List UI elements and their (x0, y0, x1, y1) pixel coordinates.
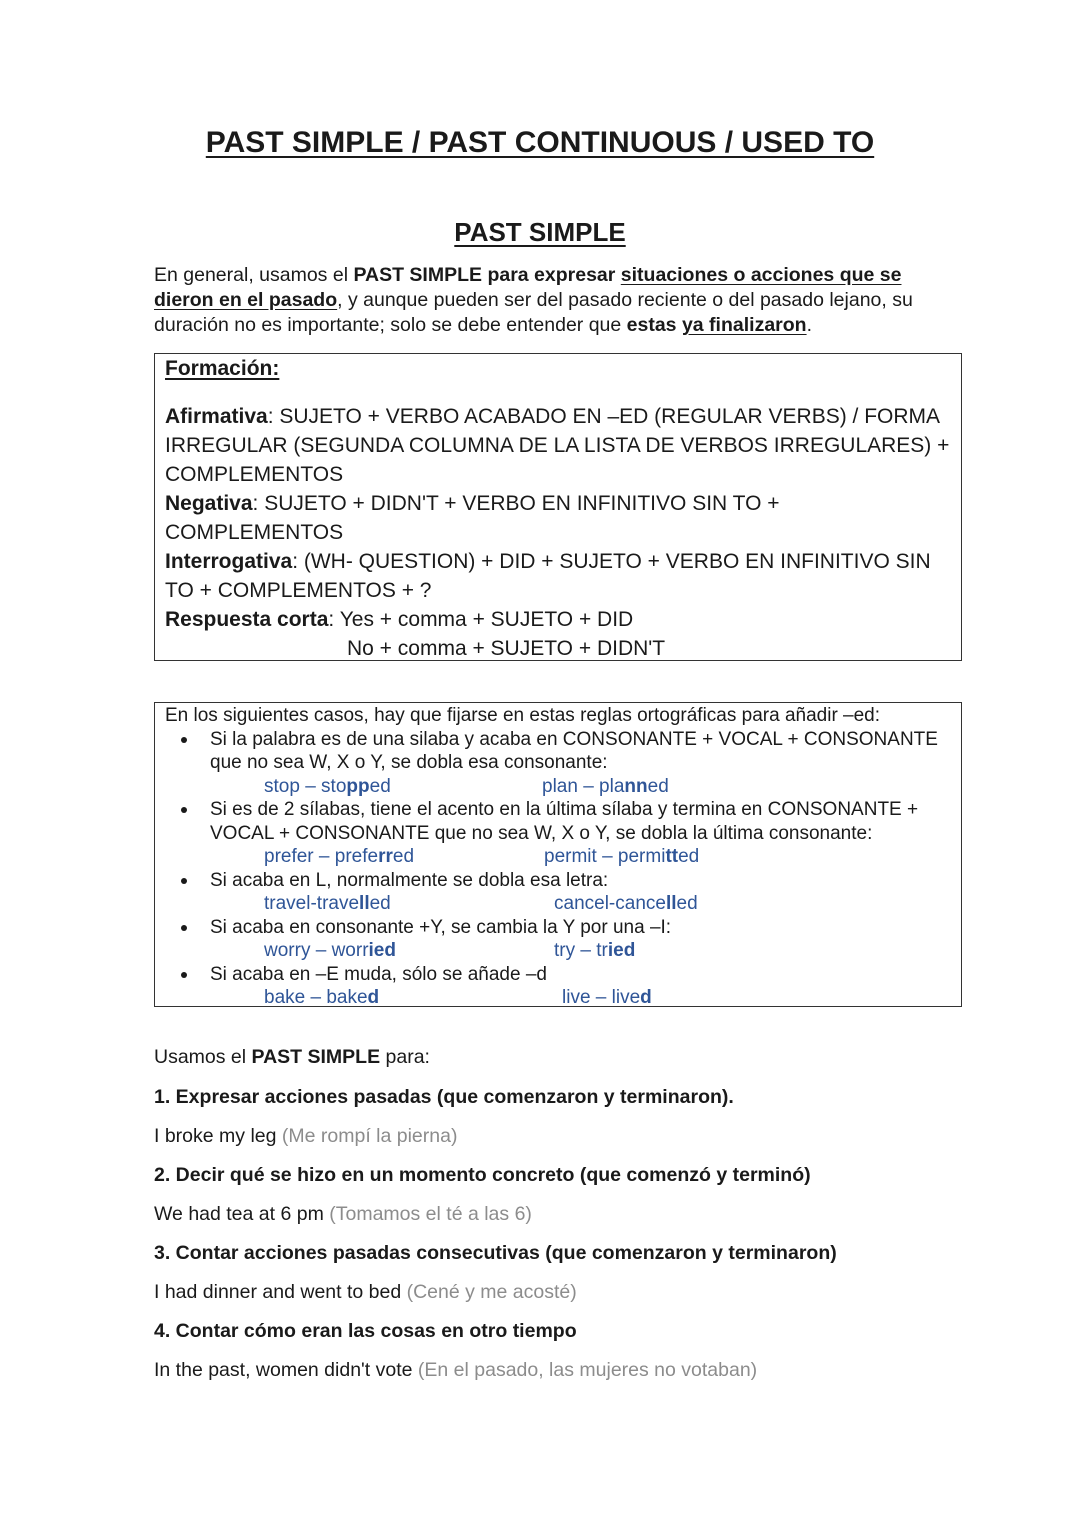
example-sep: – (577, 775, 600, 797)
short-answer-yes: : Yes + comma + SUJETO + DID (328, 608, 634, 631)
rule-text: Si acaba en consonante +Y, se cambia la Y por una –I: (210, 916, 672, 938)
example-left (264, 939, 396, 963)
negative-text: : SUJETO + DIDN'T + VERBO EN INFINITIVO SIN TO + COMPLEMENTOS (165, 492, 780, 544)
short-answer-label: Respuesta corta (165, 608, 329, 631)
rule-text: Si acaba en L, normalmente se dobla esa letra: (210, 869, 609, 891)
example-left (264, 986, 379, 1010)
uses-intro-text: Usamos el (154, 1046, 252, 1068)
example-bold: d (640, 987, 652, 1008)
example-stem: cance (615, 893, 666, 914)
example-base: bake (264, 987, 306, 1008)
formation-box (154, 353, 962, 661)
interrogative-label: Interrogativa (165, 550, 293, 573)
rule-text-row (165, 798, 951, 845)
rule-item (165, 869, 951, 916)
example-end: ed (678, 846, 700, 867)
interrogative-rule (165, 547, 951, 605)
uses-intro (154, 1045, 944, 1070)
spelling-rules-box (154, 702, 962, 1007)
use-example (154, 1358, 944, 1383)
bullet-icon (181, 925, 187, 931)
example-sentence: We had tea at 6 pm (154, 1203, 324, 1225)
rule-text-row (165, 963, 951, 987)
example-base: prefer (264, 846, 314, 867)
rules-list (165, 728, 951, 1010)
short-answer-rule (165, 605, 951, 634)
example-bold: ll (665, 893, 677, 914)
short-answer-no: No + comma + SUJETO + DIDN'T (347, 637, 666, 660)
rule-item (165, 728, 951, 799)
example-stem: bake (326, 987, 368, 1008)
example-right (544, 845, 699, 869)
rule-examples (165, 892, 951, 916)
use-heading: 3. Contar acciones pasadas consecutivas (que comenzaron y terminaron) (154, 1242, 837, 1264)
example-stem: trave (316, 893, 360, 914)
rule-item (165, 916, 951, 963)
negative-rule (165, 489, 951, 547)
uses-intro-bold: PAST SIMPLE (251, 1046, 381, 1068)
example-left (264, 775, 391, 799)
rule-examples (165, 775, 951, 799)
affirmative-rule (165, 402, 951, 489)
example-sentence: In the past, women didn't vote (154, 1359, 413, 1381)
rule-text: Si acaba en –E muda, sólo se añade –d (210, 963, 547, 985)
section-title-past-simple: PAST SIMPLE (454, 217, 626, 247)
example-base: permit (544, 846, 597, 867)
example-sep: – (575, 940, 597, 961)
example-bold: pp (346, 775, 370, 797)
affirmative-text: : SUJETO + VERBO ACABADO EN –ED (REGULAR VERBS) / FORMA IRREGULAR (SEGUNDA COLUMNA DE LA LISTA DE VERBOS IRREGULARES) + COMPLEMENTOS (165, 405, 950, 486)
example-translation: (Cené y me acosté) (406, 1281, 577, 1303)
intro-text-2: PAST SIMPLE para expresar (353, 264, 621, 286)
rule-item (165, 963, 951, 1010)
example-translation: (Tomamos el té a las 6) (329, 1203, 532, 1225)
use-example (154, 1124, 944, 1149)
example-sep: – (313, 846, 335, 867)
rule-item (165, 798, 951, 869)
intro-text-1: En general, usamos el (154, 264, 354, 286)
example-end: ed (647, 775, 669, 797)
rule-examples (165, 939, 951, 963)
example-left (264, 892, 391, 916)
intro-text-6: ya finalizaron (681, 314, 807, 336)
example-stem: permi (617, 846, 666, 867)
example-sep: – (305, 987, 327, 1008)
example-translation: (En el pasado, las mujeres no votaban) (417, 1359, 758, 1381)
main-title: PAST SIMPLE / PAST CONTINUOUS / USED TO (205, 126, 875, 159)
example-translation: (Me rompí la pierna) (281, 1125, 458, 1147)
intro-text-4: , y aunque pueden ser del pasado reciente o del pasado lejano, su duración no es importante; solo se debe entender que (154, 289, 913, 336)
example-right (554, 892, 698, 916)
bullet-icon (181, 972, 187, 978)
example-right (562, 986, 652, 1010)
example-end: ed (369, 775, 391, 797)
bullet-icon (181, 807, 187, 813)
rule-text-row (165, 869, 951, 893)
rule-text: Si la palabra es de una silaba y acaba en CONSONANTE + VOCAL + CONSONANTE que no sea W, X o Y, se dobla esa consonante: (210, 728, 938, 773)
example-right (542, 775, 669, 799)
example-sentence: I broke my leg (154, 1125, 277, 1147)
example-base: live (562, 987, 591, 1008)
example-base: travel (264, 893, 311, 914)
example-stem: worr (331, 940, 369, 961)
example-bold: rr (378, 846, 393, 867)
example-stem: pla (599, 775, 625, 797)
intro-text-7: . (806, 314, 812, 336)
formation-title: Formación: (165, 357, 280, 380)
example-stem: sto (321, 775, 347, 797)
uses-intro-end: para: (380, 1046, 430, 1068)
rule-text-row (165, 728, 951, 775)
rule-examples (165, 845, 951, 869)
use-heading: 4. Contar cómo eran las cosas en otro tiempo (154, 1320, 577, 1342)
affirmative-label: Afirmativa (165, 405, 268, 428)
rule-text-row (165, 916, 951, 940)
example-bold: ll (359, 893, 370, 914)
example-sep: – (590, 987, 612, 1008)
uses-section (154, 1045, 944, 1397)
example-sep: – (310, 940, 332, 961)
example-base: worry (264, 940, 311, 961)
example-end: ed (676, 893, 698, 914)
negative-label: Negativa (165, 492, 253, 515)
example-stem: prefe (334, 846, 379, 867)
intro-text-3: situaciones o acciones que se dieron en el pasado (154, 264, 902, 311)
example-stem: live (611, 987, 641, 1008)
example-bold: nn (624, 775, 648, 797)
example-sep: – (299, 775, 322, 797)
bullet-icon (181, 878, 187, 884)
rule-examples (165, 986, 951, 1010)
interrogative-text: : (WH- QUESTION) + DID + SUJETO + VERBO EN INFINITIVO SIN TO + COMPLEMENTOS + ? (165, 550, 931, 602)
example-sep: – (596, 846, 618, 867)
example-bold: ied (607, 940, 636, 961)
example-sep: - (608, 893, 616, 914)
example-stem: tr (596, 940, 608, 961)
example-bold: d (367, 987, 380, 1008)
example-right (554, 939, 635, 963)
rules-intro: En los siguientes casos, hay que fijarse en estas reglas ortográficas para añadir –ed: (165, 705, 881, 726)
example-base: plan (542, 775, 578, 797)
example-sentence: I had dinner and went to bed (154, 1281, 402, 1303)
intro-text-5: estas (626, 314, 682, 336)
intro-paragraph (154, 263, 944, 338)
example-base: try (554, 940, 576, 961)
use-heading: 1. Expresar acciones pasadas (que comenzaron y terminaron). (154, 1086, 734, 1108)
example-end: ed (369, 893, 391, 914)
bullet-icon (181, 737, 187, 743)
example-bold: ied (368, 940, 396, 961)
use-heading: 2. Decir qué se hizo en un momento concreto (que comenzó y terminó) (154, 1164, 811, 1186)
example-base: cancel (554, 893, 609, 914)
example-base: stop (264, 775, 300, 797)
example-sep: - (310, 893, 317, 914)
rule-text: Si es de 2 sílabas, tiene el acento en la última sílaba y termina en CONSONANTE + VOCAL + CONSONANTE que no sea W, X o Y, se dobla la última consonante: (210, 799, 919, 844)
example-bold: tt (665, 846, 679, 867)
example-end: ed (392, 846, 415, 867)
use-example (154, 1280, 944, 1305)
use-example (154, 1202, 944, 1227)
example-left (264, 845, 414, 869)
